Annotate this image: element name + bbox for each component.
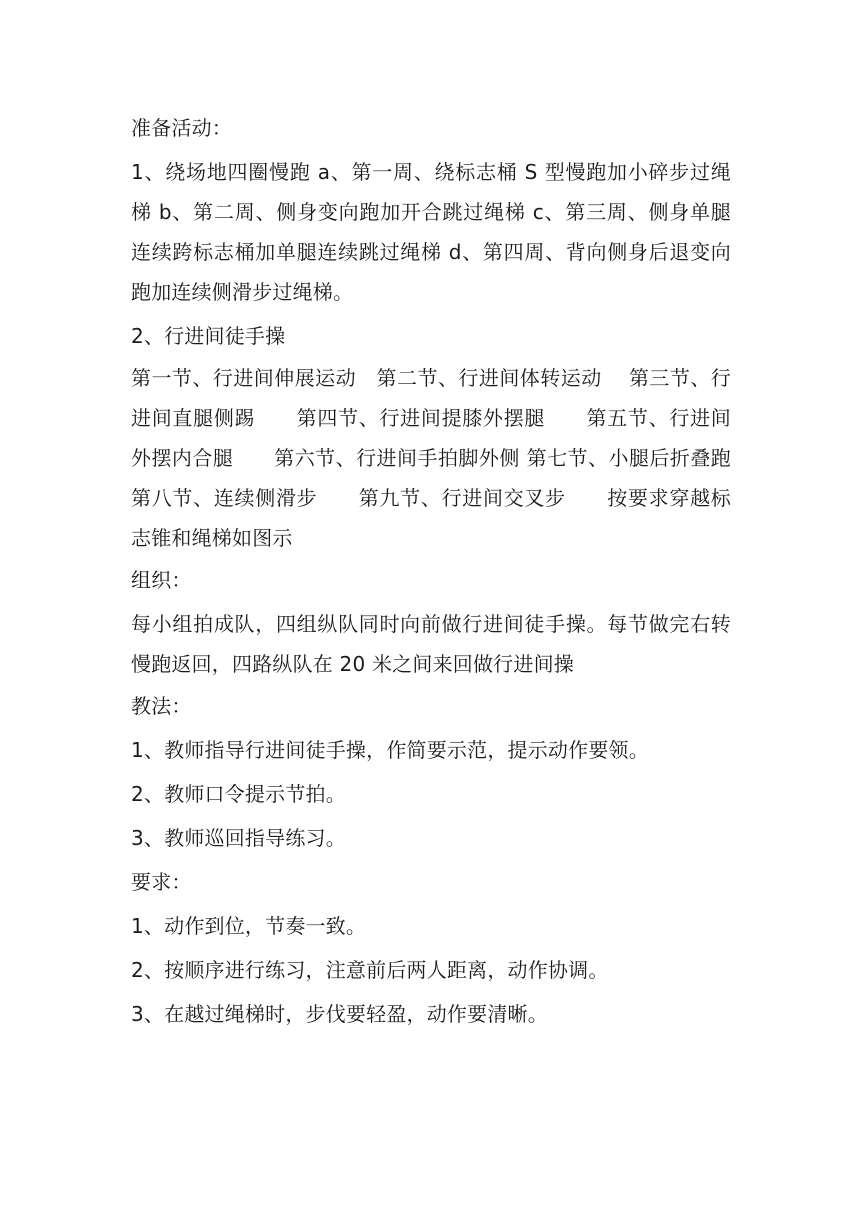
requirements-heading: 要求： (131, 870, 192, 894)
prep-item-1: 1、绕场地四圈慢跑 a、第一周、绕标志桶 S 型慢跑加小碎步过绳梯 b、第二周、侧身变向跑加开合跳过绳梯 c、第三周、侧身单腿连续跨标志桶加单腿连续跳过绳梯 d、第四周、背向侧身后退变向跑加连续侧滑步过绳梯。 (131, 160, 731, 304)
method-item: 3、教师巡回指导练习。 (131, 826, 346, 850)
method-item: 1、教师指导行进间徒手操，作简要示范，提示动作要领。 (131, 738, 649, 762)
requirement-item: 2、按顺序进行练习，注意前后两人距离，动作协调。 (131, 958, 609, 982)
requirement-item: 3、在越过绳梯时，步伐要轻盈，动作要清晰。 (131, 1002, 548, 1026)
method-item: 2、教师口令提示节拍。 (131, 782, 346, 806)
requirement-item: 1、动作到位，节奏一致。 (131, 914, 367, 938)
document-body (131, 108, 772, 1034)
organization-heading: 组织： (131, 568, 192, 592)
prep-item-2-detail: 第一节、行进间伸展运动 第二节、行进间体转运动 第三节、行进间直腿侧踢 第四节、行进间提膝外摆腿 第五节、行进间外摆内合腿 第六节、行进间手拍脚外侧 第七节、小腿后折叠跑 第八节、连续侧滑步 第九节、行进间交叉步 按要求穿越标志锥和绳梯如图示 (131, 366, 772, 550)
method-heading: 教法： (131, 694, 192, 718)
organization-text: 每小组拍成队，四组纵队同时向前做行进间徒手操。每节做完右转慢跑返回，四路纵队在 20 米之间来回做行进间操 (131, 612, 731, 676)
prep-heading: 准备活动： (131, 116, 232, 140)
prep-item-2: 2、行进间徒手操 (131, 324, 286, 348)
